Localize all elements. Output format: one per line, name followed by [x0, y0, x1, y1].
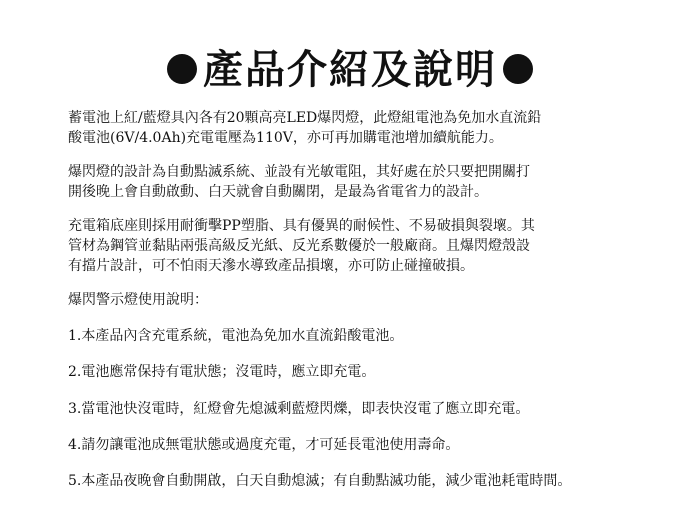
usage-item-2	[68, 362, 668, 382]
paragraph-materials	[68, 216, 668, 276]
paragraph-line: 開後晚上會自動啟動、白天就會自動關閉，是最為省電省力的設計。	[68, 184, 488, 200]
usage-item-3	[68, 399, 668, 419]
paragraph-line: 有擋片設計，可不怕雨天滲水導致產品損壞，亦可防止碰撞破損。	[68, 258, 474, 274]
usage-item-4	[68, 435, 668, 455]
paragraph-auto-switch	[68, 162, 668, 202]
usage-item-text: 4.請勿讓電池成無電狀態或過度充電，才可延長電池使用壽命。	[68, 437, 460, 453]
title-text: 產品介紹及說明	[203, 46, 497, 93]
bullet-right-icon	[503, 54, 533, 84]
usage-item-text: 3.當電池快沒電時，紅燈會先熄滅剩藍燈閃爍，即表快沒電了應立即充電。	[68, 401, 530, 417]
usage-heading-text: 爆閃警示燈使用說明：	[68, 292, 208, 308]
page-title	[0, 40, 700, 100]
usage-item-text: 2.電池應常保持有電狀態；沒電時，應立即充電。	[68, 364, 376, 380]
usage-item-text: 1.本產品內含充電系統，電池為免加水直流鉛酸電池。	[68, 328, 404, 344]
paragraph-line: 充電箱底座則採用耐衝擊PP塑脂、具有優異的耐候性、不易破損與裂壞。其	[68, 218, 535, 234]
paragraph-battery	[68, 108, 668, 148]
usage-item-text: 5.本產品夜晚會自動開啟，白天自動熄滅；有自動點滅功能，減少電池耗電時間。	[68, 473, 572, 489]
bullet-left-icon	[167, 54, 197, 84]
paragraph-line: 爆閃燈的設計為自動點滅系統、並設有光敏電阻，其好處在於只要把開關打	[68, 164, 530, 180]
paragraph-line: 蓄電池上紅/藍燈具內各有20顆高亮LED爆閃燈，此燈組電池為免加水直流鉛	[68, 110, 542, 126]
usage-item-1	[68, 326, 668, 346]
usage-item-5	[68, 471, 668, 491]
paragraph-line: 酸電池(6V/4.0Ah)充電電壓為110V，亦可再加購電池增加續航能力。	[68, 130, 503, 146]
paragraph-line: 管材為鋼管並黏貼兩張高級反光紙、反光系數優於一般廠商。且爆閃燈殼設	[68, 238, 530, 254]
usage-heading	[68, 290, 668, 310]
